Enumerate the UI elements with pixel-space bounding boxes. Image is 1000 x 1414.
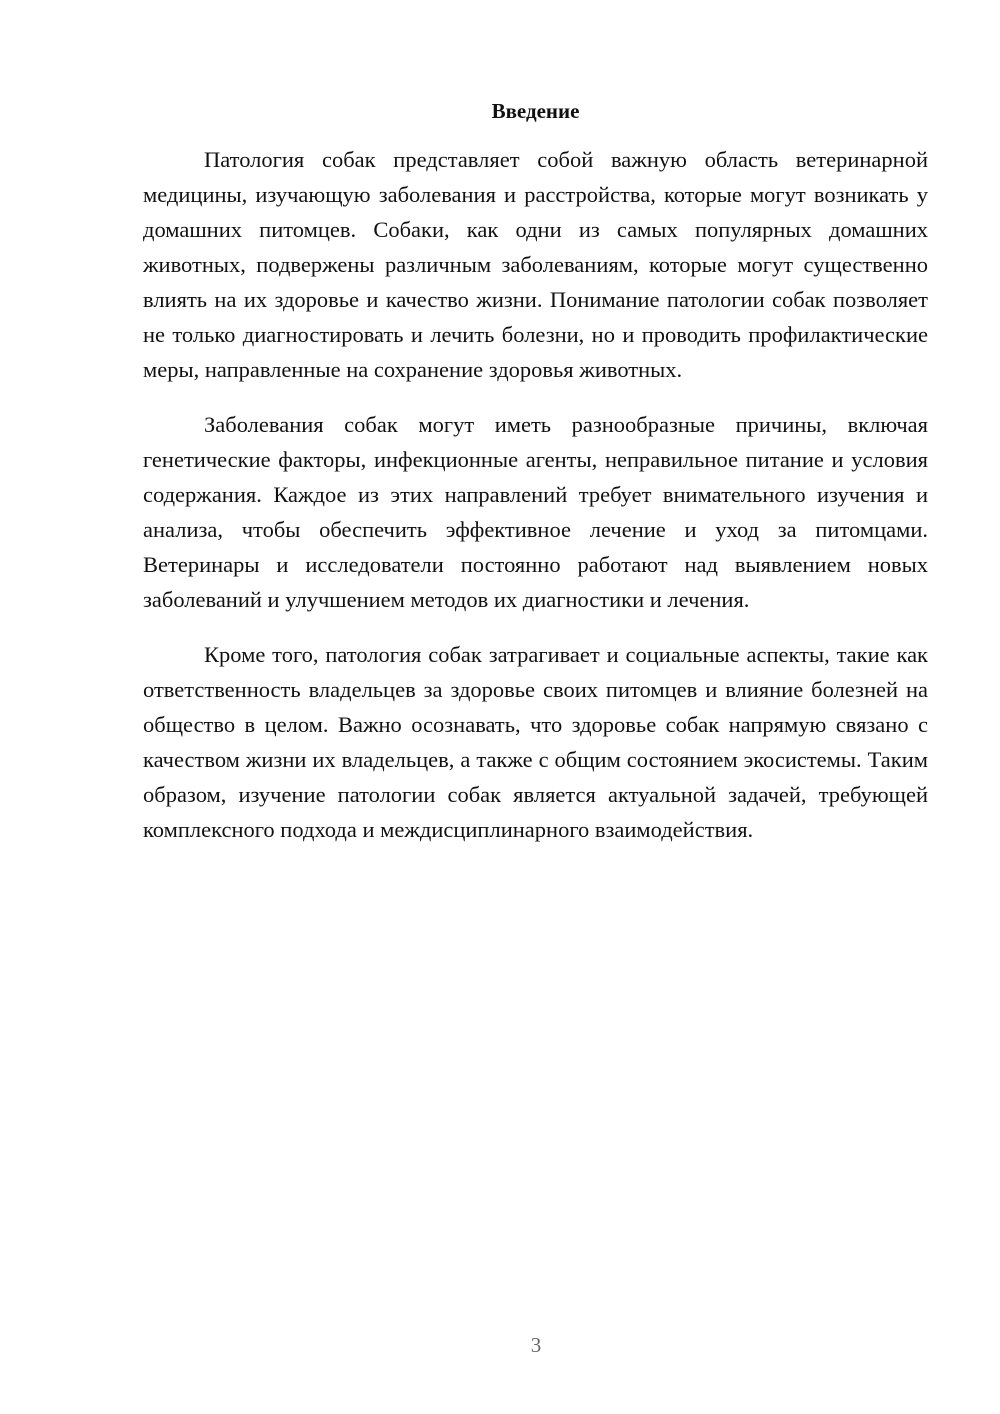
body-text (143, 142, 928, 867)
paragraph-2: Заболевания собак могут иметь разнообразные причины, включая генетические факторы, инфекционные агенты, неправильное питание и условия содержания. Каждое из этих направлений требует внимательного изучения и анализа, чтобы обеспечить эффективное лечение и уход за питомцами. Ветеринары и исследователи постоянно работают над выявлением новых заболеваний и улучшением методов их диагностики и лечения. (143, 412, 928, 612)
page-number: 3 (530, 1333, 542, 1357)
section-title: Введение (491, 99, 580, 123)
paragraph-3: Кроме того, патология собак затрагивает и социальные аспекты, такие как ответственность владельцев за здоровье своих питомцев и влияние болезней на общество в целом. Важно осознавать, что здоровье собак напрямую связано с качеством жизни их владельцев, а также с общим состоянием экосистемы. Таким образом, изучение патологии собак является актуальной задачей, требующей комплексного подхода и междисциплинарного взаимодействия. (143, 642, 928, 842)
paragraph-1: Патология собак представляет собой важную область ветеринарной медицины, изучающую заболевания и расстройства, которые могут возникать у домашних питомцев. Собаки, как одни из самых популярных домашних животных, подвержены различным заболеваниям, которые могут существенно влиять на их здоровье и качество жизни. Понимание патологии собак позволяет не только диагностировать и лечить болезни, но и проводить профилактические меры, направленные на сохранение здоровья животных. (143, 147, 928, 382)
